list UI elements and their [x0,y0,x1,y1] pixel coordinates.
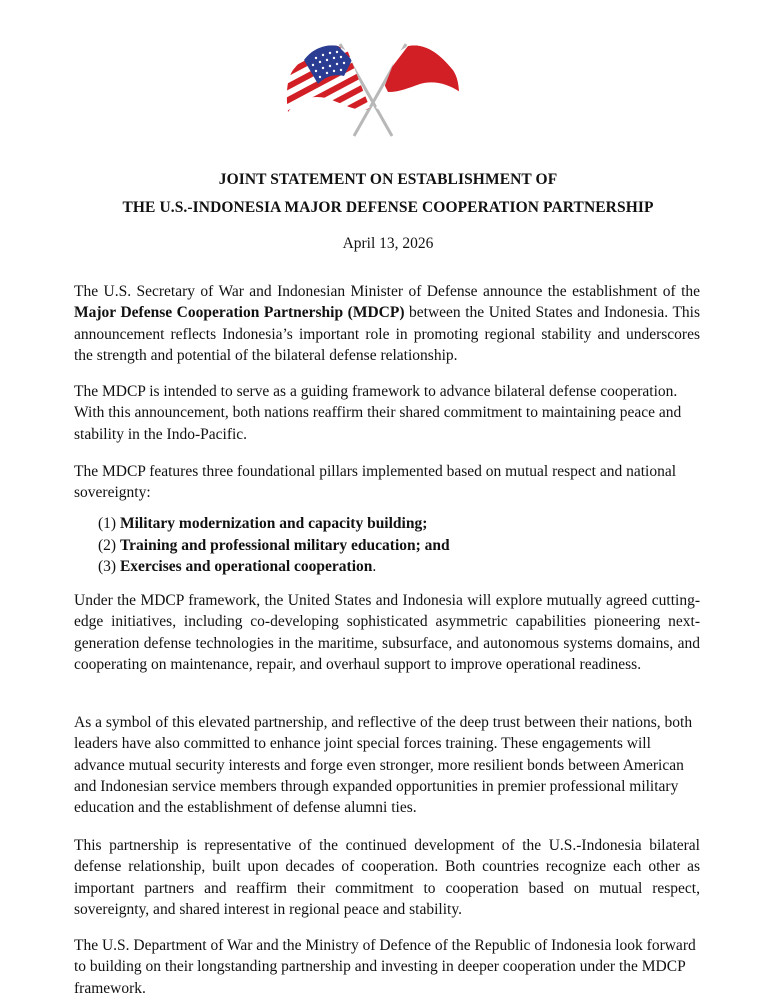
pillar-suffix: . [372,558,377,575]
paragraph-announcement-lead: The U.S. Secretary of War and Indonesian Minister of Defense announce the establishment of the [74,283,700,300]
paragraph-announcement [74,281,700,366]
statement-title-line-1: JOINT STATEMENT ON ESTABLISHMENT OF [218,171,558,188]
pillar-number: (2) [98,536,117,554]
statement-title-line-2: THE U.S.-INDONESIA MAJOR DEFENSE COOPERATION PARTNERSHIP [122,199,654,216]
paragraph-special-forces: As a symbol of this elevated partnership, and reflective of the deep trust between their nations, both leaders have also committed to enhance joint special forces training. These engagements will advance mutual security interests and forge even stronger, more resilient bonds between American and Indonesian service members through expanded opportunities in premier professional military education and the establishment of defense alumni ties. [74,714,693,817]
pillar-number: (1) [98,515,117,532]
pillar-item [98,513,658,535]
paragraph-framework: The MDCP is intended to serve as a guiding framework to advance bilateral defense cooperation. With this announcement, both nations reaffirm their shared commitment to maintaining peace and stability in the Indo-Pacific. [74,383,682,443]
paragraph-announcement-rest: between the United States and Indonesia. This announcement reflects Indonesia’s important role in promoting regional stability and underscores the strength and potential of the bilateral defense relationship. [74,304,700,364]
statement-date: April 13, 2026 [342,235,434,252]
paragraph-initiatives: Under the MDCP framework, the United States and Indonesia will explore mutually agreed cutting-edge initiatives, including co-developing sophisticated asymmetric capabilities pioneering next-generation defense technologies in the maritime, subsurface, and autonomous systems domains, and cooperating on maintenance, repair, and overhaul support to improve operational readiness. [74,592,700,673]
pillar-text: Exercises and operational cooperation [119,558,373,575]
pillar-item [98,535,658,557]
indonesia-flag [368,40,468,140]
pillars-list [98,513,658,578]
pillar-item [98,556,658,578]
paragraph-relationship: This partnership is representative of the continued development of the U.S.-Indonesia bilateral defense relationship, built upon decades of cooperation. Both countries recognize each other as important partners and reaffirm their commitment to cooperation based on mutual respect, sovereignty, and shared interest in regional peace and stability. [74,837,700,918]
crossed-flags-icon [278,40,468,140]
pillar-text: Training and professional military education; and [119,536,450,554]
pillar-text: Military modernization and capacity building; [119,515,428,532]
pillar-number: (3) [98,558,117,575]
mdcp-name: Major Defense Cooperation Partnership (MDCP) [74,304,405,322]
paragraph-closing: The U.S. Department of War and the Ministry of Defence of the Republic of Indonesia look forward to building on their longstanding partnership and investing in deeper cooperation under the MDCP framework. [74,937,696,997]
paragraph-pillars-intro: The MDCP features three foundational pillars implemented based on mutual respect and national sovereignty: [74,463,677,502]
